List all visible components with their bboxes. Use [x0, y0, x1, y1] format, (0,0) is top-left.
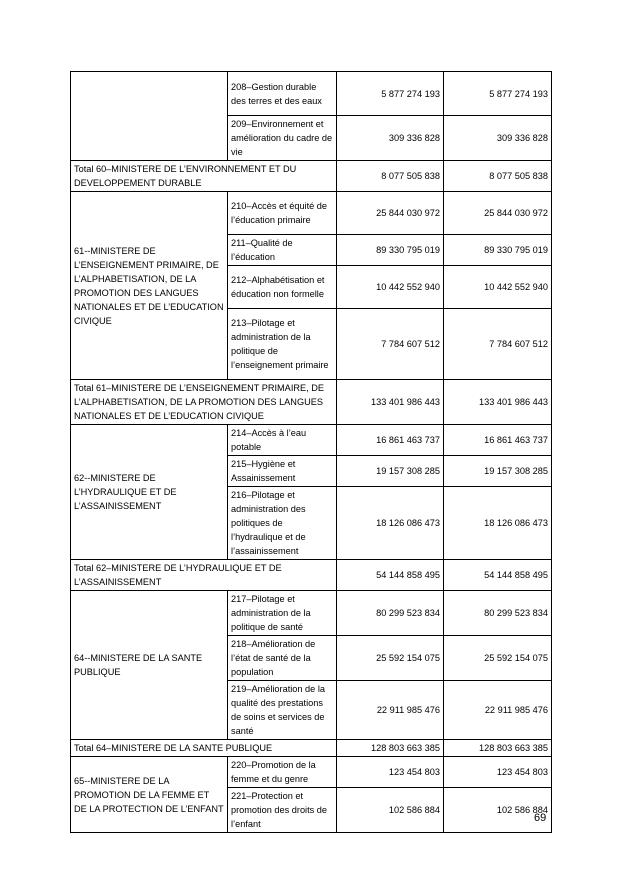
- total-row: [71, 740, 552, 757]
- ae-amount: 309 336 828: [337, 116, 444, 161]
- program-cell: 215–Hygiène et Assainissement: [228, 456, 337, 487]
- cp-amount: 25 592 154 075: [444, 636, 552, 681]
- program-cell: 209–Environnement et amélioration du cadre de vie: [228, 116, 337, 161]
- total-label: Total 62–MINISTERE DE L’HYDRAULIQUE ET DE L’ASSAINISSEMENT: [71, 560, 337, 591]
- program-cell: 218–Amélioration de l’état de santé de la population: [228, 636, 337, 681]
- mission-cell: 65--MINISTERE DE LA PROMOTION DE LA FEMME ET DE LA PROTECTION DE L’ENFANT: [71, 757, 228, 833]
- program-cell: 210–Accès et équité de l’éducation primaire: [228, 192, 337, 235]
- ae-amount: 18 126 086 473: [337, 487, 444, 560]
- ae-amount: 25 592 154 075: [337, 636, 444, 681]
- ae-amount: 19 157 308 285: [337, 456, 444, 487]
- ae-amount: 10 442 552 940: [337, 266, 444, 309]
- total-label: Total 64–MINISTERE DE LA SANTE PUBLIQUE: [71, 740, 337, 757]
- cp-amount: 89 330 795 019: [444, 235, 552, 266]
- program-cell: 214–Accès à l’eau potable: [228, 425, 337, 456]
- total-label: Total 60–MINISTERE DE L’ENVIRONNEMENT ET DU DEVELOPPEMENT DURABLE: [71, 161, 337, 192]
- mission-cell: [71, 72, 228, 161]
- program-cell: 208–Gestion durable des terres et des eaux: [228, 72, 337, 116]
- table-row: [71, 757, 552, 788]
- cp-amount: 54 144 858 495: [444, 560, 552, 591]
- cp-amount: 7 784 607 512: [444, 309, 552, 380]
- cp-amount: 123 454 803: [444, 757, 552, 788]
- cp-amount: 102 586 884: [444, 788, 552, 833]
- program-cell: 219–Amélioration de la qualité des prestations de soins et services de santé: [228, 681, 337, 740]
- total-row: [71, 161, 552, 192]
- ae-amount: 54 144 858 495: [337, 560, 444, 591]
- ae-amount: 133 401 986 443: [337, 380, 444, 425]
- ae-amount: 128 803 663 385: [337, 740, 444, 757]
- ae-amount: 123 454 803: [337, 757, 444, 788]
- budget-table: [70, 71, 552, 833]
- cp-amount: 10 442 552 940: [444, 266, 552, 309]
- cp-amount: 18 126 086 473: [444, 487, 552, 560]
- cp-amount: 8 077 505 838: [444, 161, 552, 192]
- cp-amount: 25 844 030 972: [444, 192, 552, 235]
- program-cell: 212–Alphabétisation et éducation non formelle: [228, 266, 337, 309]
- ae-amount: 5 877 274 193: [337, 72, 444, 116]
- program-cell: 220–Promotion de la femme et du genre: [228, 757, 337, 788]
- mission-cell: 64--MINISTERE DE LA SANTE PUBLIQUE: [71, 591, 228, 740]
- page-number: 69: [534, 812, 547, 824]
- table-row: [71, 425, 552, 456]
- cp-amount: 5 877 274 193: [444, 72, 552, 116]
- ae-amount: 22 911 985 476: [337, 681, 444, 740]
- ae-amount: 16 861 463 737: [337, 425, 444, 456]
- table-row: [71, 72, 552, 116]
- cp-amount: 22 911 985 476: [444, 681, 552, 740]
- table-row: [71, 591, 552, 636]
- cp-amount: 19 157 308 285: [444, 456, 552, 487]
- program-cell: 221–Protection et promotion des droits de l’enfant: [228, 788, 337, 833]
- cp-amount: 133 401 986 443: [444, 380, 552, 425]
- program-cell: 216–Pilotage et administration des politiques de l’hydraulique et de l’assainissement: [228, 487, 337, 560]
- ae-amount: 7 784 607 512: [337, 309, 444, 380]
- ae-amount: 25 844 030 972: [337, 192, 444, 235]
- ae-amount: 102 586 884: [337, 788, 444, 833]
- total-label: Total 61–MINISTERE DE L’ENSEIGNEMENT PRIMAIRE, DE L’ALPHABETISATION, DE LA PROMOTION DES LANGUES NATIONALES ET DE L’EDUCATION CIVIQUE: [71, 380, 337, 425]
- total-row: [71, 380, 552, 425]
- ae-amount: 89 330 795 019: [337, 235, 444, 266]
- cp-amount: 309 336 828: [444, 116, 552, 161]
- total-row: [71, 560, 552, 591]
- mission-cell: 62--MINISTERE DE L’HYDRAULIQUE ET DE L’ASSAINISSEMENT: [71, 425, 228, 560]
- cp-amount: 128 803 663 385: [444, 740, 552, 757]
- table-row: [71, 192, 552, 235]
- program-cell: 213–Pilotage et administration de la politique de l’enseignement primaire: [228, 309, 337, 380]
- mission-cell: 61--MINISTERE DE L’ENSEIGNEMENT PRIMAIRE, DE L’ALPHABETISATION, DE LA PROMOTION DES LANGUES NATIONALES ET DE L’EDUCATION CIVIQUE: [71, 192, 228, 380]
- cp-amount: 80 299 523 834: [444, 591, 552, 636]
- program-cell: 217–Pilotage et administration de la politique de santé: [228, 591, 337, 636]
- program-cell: 211–Qualité de l’éducation: [228, 235, 337, 266]
- ae-amount: 8 077 505 838: [337, 161, 444, 192]
- cp-amount: 16 861 463 737: [444, 425, 552, 456]
- ae-amount: 80 299 523 834: [337, 591, 444, 636]
